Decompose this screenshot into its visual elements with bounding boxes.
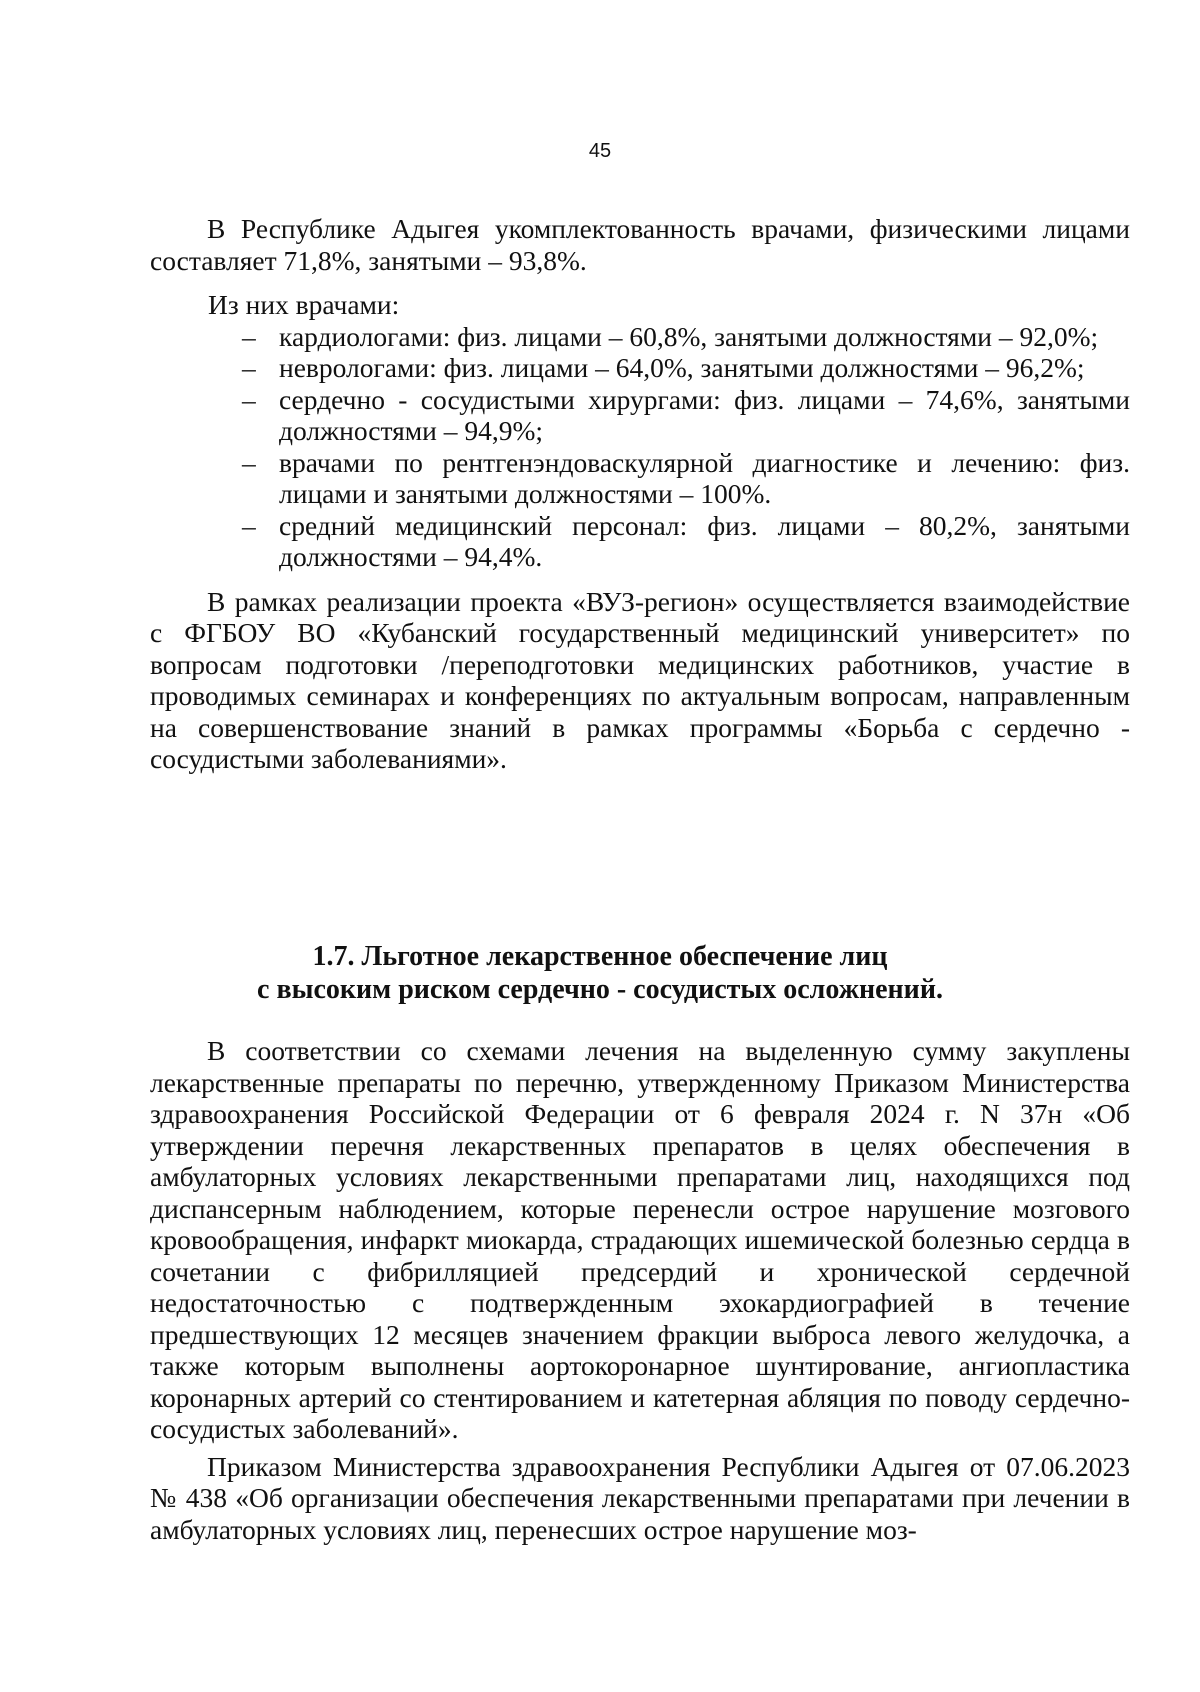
list-item-text: средний медицинский персонал: физ. лицами – 80,2%, занятыми должностями – 94,4%. <box>279 509 1130 572</box>
list-item-endovascular-doctors <box>150 447 1130 510</box>
list-item-text: кардиологами: физ. лицами – 60,8%, занятыми должностями – 92,0%; <box>279 320 1099 352</box>
list-dash: – <box>242 446 256 478</box>
drug-provision-paragraph: В соответствии со схемами лечения на выделенную сумму закуплены лекарственные препараты по перечню, утвержденному Приказом Министерства здравоохранения Российской Федерации от 6 февраля 2024 г. N 37н «Об утверждении перечня лекарственных препаратов в целях обеспечения в амбулаторных условиях лекарственными препаратами лиц, находящихся под диспансерным наблюдением, которые перенесли острое нарушение мозгового кровообращения, инфаркт миокарда, страдающих ишемической болезнью сердца в сочетании с фибрилляцией предсердий и хронической сердечной недостаточностью с подтвержденным эхокардиографией в течение предшествующих 12 месяцев значением фракции выброса левого желудочка, а также которым выполнены аортокоронарное шунтирование, ангиопластика коронарных артерий со стентированием и катетерная абляция по поводу сердечно-сосудистых заболеваний». <box>150 1035 1130 1444</box>
section-heading-line1: 1.7. Льготное лекарственное обеспечение лиц <box>312 941 888 972</box>
list-item-nursing-staff <box>150 510 1130 573</box>
adygea-order-paragraph: Приказом Министерства здравоохранения Республики Адыгея от 07.06.2023 № 438 «Об организации обеспечения лекарственными препаратами при лечении в амбулаторных условиях лиц, перенесших острое нарушение моз- <box>150 1450 1130 1545</box>
list-dash: – <box>242 320 256 352</box>
list-item-text: неврологами: физ. лицами – 64,0%, занятыми должностями – 96,2%; <box>279 352 1085 383</box>
list-dash: – <box>242 509 256 541</box>
list-dash: – <box>242 352 256 383</box>
list-item-neurologists <box>150 352 1130 384</box>
doctors-list <box>150 321 1130 573</box>
staffing-section <box>150 213 1130 775</box>
list-item-text: сердечно - сосудистыми хирургами: физ. лицами – 74,6%, занятыми должностями – 94,9%; <box>279 383 1130 446</box>
list-item-text: врачами по рентгенэндоваскулярной диагностике и лечению: физ. лицами и занятыми должностями – 100%. <box>279 446 1130 509</box>
section-heading-line2: с высоким риском сердечно - сосудистых осложнений. <box>257 974 943 1005</box>
drug-provision-section <box>150 1035 1130 1545</box>
section-heading <box>0 940 1200 1006</box>
staffing-paragraph: В Республике Адыгея укомплектованность врачами, физическими лицами составляет 71,8%, занятыми – 93,8%. <box>150 213 1130 276</box>
list-item-cardiovascular-surgeons <box>150 384 1130 447</box>
list-item-cardiologists <box>150 321 1130 353</box>
list-dash: – <box>242 383 256 415</box>
doctors-lead: Из них врачами: <box>208 289 400 320</box>
vuz-region-paragraph: В рамках реализации проекта «ВУЗ-регион» осуществляется взаимодействие с ФГБОУ ВО «Кубанский государственный медицинский университет» по вопросам подготовки /переподготовки медицинских работников, участие в проводимых семинарах и конференциях по актуальным вопросам, направленным на совершенствование знаний в рамках программы «Борьба с сердечно - сосудистыми заболеваниями». <box>150 585 1130 774</box>
page-number: 45 <box>588 140 612 162</box>
